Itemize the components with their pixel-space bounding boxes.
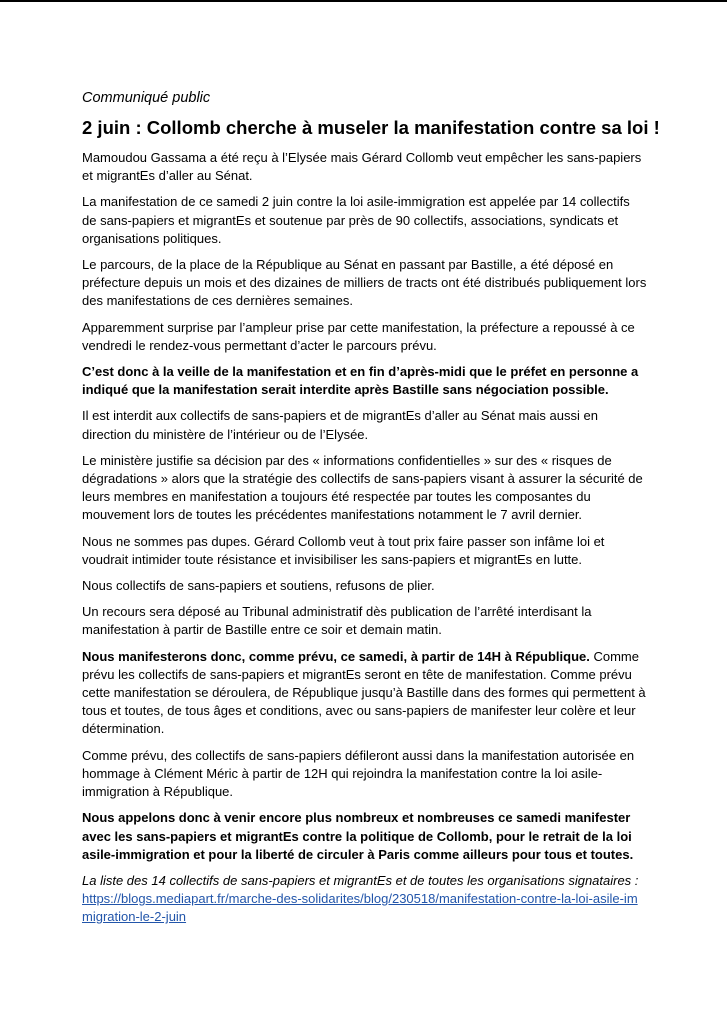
document-title: 2 juin : Collomb cherche à museler la manifestation contre sa loi !	[82, 117, 660, 138]
page-top-border	[0, 0, 727, 2]
paragraph-5-bold: C’est donc à la veille de la manifestation et en fin d’après-midi que le préfet en personne a indiqué que la manifestation serait interdite après Bastille sans négociation possible.	[82, 364, 639, 398]
paragraph-4: Apparemment surprise par l’ampleur prise par cette manifestation, la préfecture a repoussé à ce vendredi le rendez-vous permettant d’acter le parcours prévu.	[82, 319, 635, 353]
paragraph-2: La manifestation de ce samedi 2 juin contre la loi asile-immigration est appelée par 14 collectifs de sans-papiers et migrantEs et soutenue par près de 90 collectifs, associations, syndicats et organisations politiques.	[82, 194, 630, 246]
signatories-link[interactable]: https://blogs.mediapart.fr/marche-des-solidarites/blog/230518/manifestation-contre-la-loi-asile-immigration-le-2-juin	[82, 891, 638, 925]
paragraph-10: Un recours sera déposé au Tribunal administratif dès publication de l’arrêté interdisant la manifestation à partir de Bastille entre ce soir et demain matin.	[82, 604, 592, 638]
paragraph-11-bold: Nous manifesterons donc, comme prévu, ce samedi, à partir de 14H à République.	[82, 648, 590, 664]
document-subtitle: Communiqué public	[82, 90, 211, 106]
paragraph-14	[82, 872, 647, 927]
paragraph-11	[82, 648, 647, 739]
paragraph-1: Mamoudou Gassama a été reçu à l’Elysée mais Gérard Collomb veut empêcher les sans-papiers et migrantEs d’aller au Sénat.	[82, 150, 642, 184]
paragraph-12: Comme prévu, des collectifs de sans-papiers défileront aussi dans la manifestation autorisée en hommage à Clément Méric à partir de 12H qui rejoindra la manifestation contre la loi asile-immigration à République.	[82, 747, 635, 800]
paragraph-7: Le ministère justifie sa décision par des « informations confidentielles » sur des « risques de dégradations » alors que la stratégie des collectifs de sans-papiers visant à assurer la sécurité de leurs membres en manifestation a toujours été respectée par toutes les composantes du mouvement lors de toutes les précédentes manifestations notamment le 7 avril dernier.	[82, 452, 643, 523]
paragraph-13-bold: Nous appelons donc à venir encore plus nombreux et nombreuses ce samedi manifester avec les sans-papiers et migrantEs contre la politique de Collomb, pour le retrait de la loi asile-immigration et pour la liberté de circuler à Paris comme ailleurs pour tous et toutes.	[82, 810, 634, 862]
document-body	[82, 88, 660, 935]
paragraph-6: Il est interdit aux collectifs de sans-papiers et de migrantEs d’aller au Sénat mais aussi en direction du ministère de l’intérieur ou de l’Elysée.	[82, 408, 598, 442]
paragraph-8: Nous ne sommes pas dupes. Gérard Collomb veut à tout prix faire passer son infâme loi et voudrait intimider toute résistance et invisibiliser les sans-papiers et migrantEs en lutte.	[82, 533, 605, 567]
signatories-intro: La liste des 14 collectifs de sans-papiers et migrantEs et de toutes les organisations signataires :	[82, 872, 639, 888]
paragraph-11-rest: Comme prévu les collectifs de sans-papiers et migrantEs seront en tête de manifestation. Comme prévu cette manifestation se déroulera, de République jusqu’à Bastille dans des formes qui permettent à tous et toutes, de tous âges et conditions, avec ou sans-papiers de manifester leur colère et leur détermination.	[82, 648, 646, 737]
paragraph-3: Le parcours, de la place de la République au Sénat en passant par Bastille, a été déposé en préfecture depuis un mois et des dizaines de milliers de tracts ont été distribués publiquement lors des manifestations de ces dernières semaines.	[82, 257, 647, 309]
paragraph-9: Nous collectifs de sans-papiers et soutiens, refusons de plier.	[82, 578, 435, 594]
